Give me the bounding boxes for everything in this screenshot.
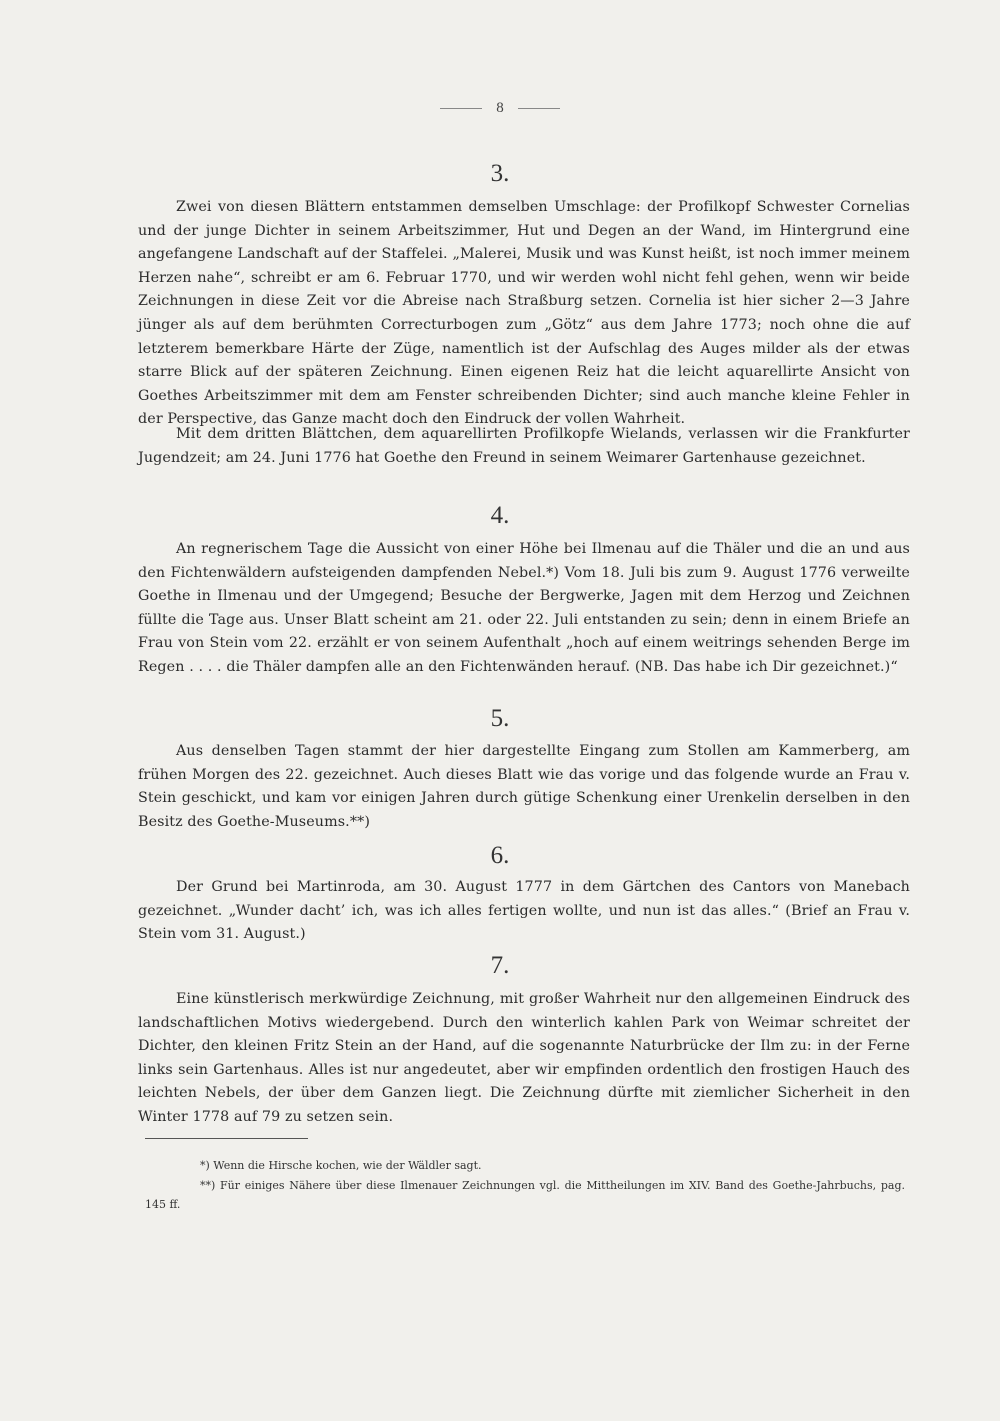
- section-number-5: 5.: [490, 705, 510, 732]
- footnote-2: **) Für einiges Nähere über diese Ilmenauer Zeichnungen vgl. die Mittheilungen im XIV. Band des Goethe-Jahrbuchs, pag. 145 ff.: [145, 1179, 905, 1211]
- section-6-paragraph-1: Der Grund bei Martinroda, am 30. August 1777 in dem Gärtchen des Cantors von Manebach gezeichnet. „Wunder dacht’ ich, was ich alles fertigen wollte, und nun ist das alles.“ (Brief an Frau v. Stein vom 31. August.): [138, 879, 910, 943]
- page-number: 8: [496, 100, 504, 116]
- header-rule-right: [518, 108, 560, 109]
- section-number-3: 3.: [490, 160, 510, 187]
- section-number-7: 7.: [490, 952, 510, 979]
- section-3-paragraph-1: Zwei von diesen Blättern entstammen demselben Umschlage: der Profilkopf Schwester Cornelias und der junge Dichter in seinem Arbeitszimmer, Hut und Degen an der Wand, im Hintergrund eine angefangene Landschaft auf der Staffelei. „Malerei, Musik und was Kunst heißt, ist noch immer meinem Herzen nahe“, schreibt er am 6. Februar 1770, und wir werden wohl nicht fehl gehen, wenn wir beide Zeichnungen in diese Zeit vor die Abreise nach Straßburg setzen. Cornelia ist hier sicher 2—3 Jahre jünger als auf dem berühmten Correcturbogen zum „Götz“ aus dem Jahre 1773; noch ohne die auf letzterem bemerkbare Härte der Züge, namentlich ist der Aufschlag des Auges milder als der etwas starre Blick auf der späteren Zeichnung. Einen eigenen Reiz hat die leicht aquarellirte Ansicht von Goethes Arbeitszimmer mit dem am Fenster schreibenden Dichter; sind auch manche kleine Fehler in der Perspective, das Ganze macht doch den Eindruck der vollen Wahrheit.: [138, 199, 910, 428]
- section-number-6: 6.: [490, 842, 510, 869]
- section-3-paragraph-2: Mit dem dritten Blättchen, dem aquarellirten Profilkopfe Wielands, verlassen wir die Frankfurter Jugendzeit; am 24. Juni 1776 hat Goethe den Freund in seinem Weimarer Gartenhause gezeichnet.: [138, 426, 910, 466]
- footnote-separator: [145, 1138, 308, 1139]
- section-4-paragraph-1: An regnerischem Tage die Aussicht von einer Höhe bei Ilmenau auf die Thäler und die an und aus den Fichtenwäldern aufsteigenden dampfenden Nebel.*) Vom 18. Juli bis zum 9. August 1776 verweilte Goethe in Ilmenau und der Umgegend; Besuche der Bergwerke, Jagen mit dem Herzog und Zeichnen füllte die Tage aus. Unser Blatt scheint am 21. oder 22. Juli entstanden zu sein; denn in einem Briefe an Frau von Stein vom 22. erzählt er von seinem Aufenthalt „hoch auf einem weitrings sehenden Berge im Regen . . . . die Thäler dampfen alle an den Fichtenwänden herauf. (NB. Das habe ich Dir gezeichnet.)“: [138, 541, 910, 675]
- footnote-1: *) Wenn die Hirsche kochen, wie der Wäldler sagt.: [200, 1159, 482, 1172]
- section-number-4: 4.: [490, 502, 510, 529]
- header-rule-left: [440, 108, 482, 109]
- section-5-paragraph-1: Aus denselben Tagen stammt der hier dargestellte Eingang zum Stollen am Kammerberg, am frühen Morgen des 22. gezeichnet. Auch dieses Blatt wie das vorige und das folgende wurde an Frau v. Stein geschickt, und kam vor einigen Jahren durch gütige Schenkung einer Urenkelin derselben in den Besitz des Goethe-Museums.**): [138, 743, 910, 830]
- section-7-paragraph-1: Eine künstlerisch merkwürdige Zeichnung, mit großer Wahrheit nur den allgemeinen Eindruck des landschaftlichen Motivs wiedergebend. Durch den winterlich kahlen Park von Weimar schreitet der Dichter, den kleinen Fritz Stein an der Hand, auf die sogenannte Naturbrücke der Ilm zu: in der Ferne links sein Gartenhaus. Alles ist nur angedeutet, aber wir empfinden ordentlich den frostigen Hauch des leichten Nebels, der über dem Ganzen liegt. Die Zeichnung dürfte mit ziemlicher Sicherheit in den Winter 1778 auf 79 zu setzen sein.: [138, 991, 910, 1125]
- page-number-header: [0, 100, 1000, 117]
